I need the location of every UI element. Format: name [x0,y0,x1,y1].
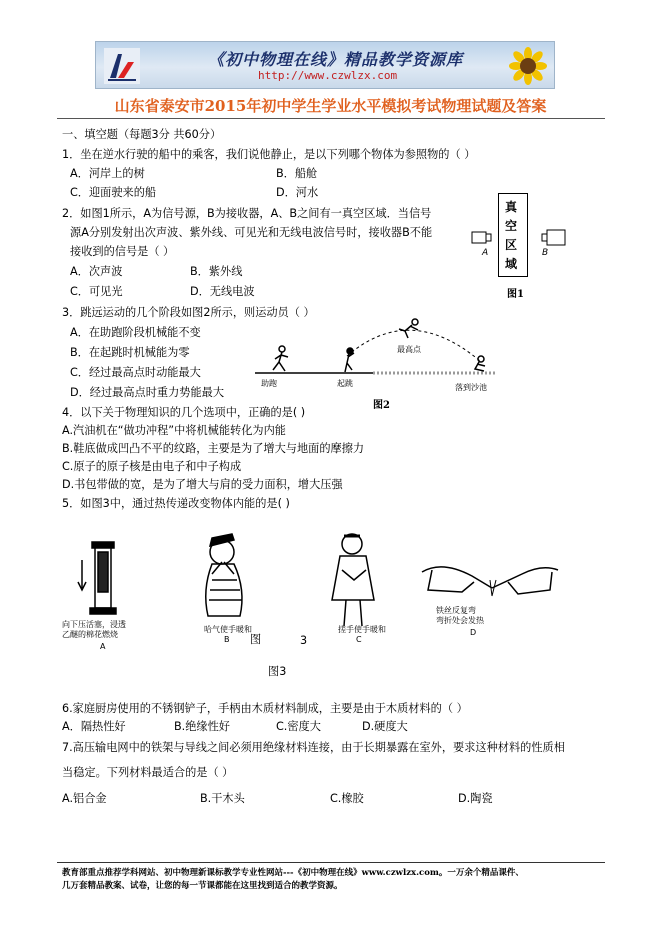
fig1-caption: 图1 [507,289,524,300]
signal-devices-drawing [462,226,582,266]
fig3-d-text-line2: 弯折处会发热 [436,616,484,625]
fig3-b-text: 哈气使手暖和 [204,625,252,634]
fig2-label-jump: 起跳 [337,379,353,388]
vacuum-region-label: 真空区域 [505,200,518,271]
q4-option-d: D.书包带做的宽，是为了增大与肩的受力面积，增大压强 [62,478,343,491]
q1-option-a: A．河岸上的树 [70,167,145,180]
fig3-d-letter: D [470,628,477,637]
fig3-d-text-line1: 铁丝反复弯 [436,606,476,615]
q1-option-c: C．迎面驶来的船 [70,186,157,199]
fig1-label-a: A [482,248,489,258]
footer-line2: 几万套精品教案、试卷，让您的每一节课都能在这里找到适合的教学资源。 [62,881,343,891]
footer-line1: 教育部重点推荐学科网站、初中物理新课标教学专业性网站---《初中物理在线》www.czwlzx.com。一万余个精品课件、 [62,868,524,878]
q3-stem: 3．跳远运动的几个阶段如图2所示，则运动员（ ） [62,306,315,319]
q6-option-d: D.硬度大 [362,720,408,733]
fig2-label-top: 最高点 [397,345,421,354]
fig3-c-letter: C [356,635,362,644]
fig2-label-run: 助跑 [261,379,277,388]
q2-option-b: B．紫外线 [190,265,243,278]
figure-3-drawings [62,530,562,640]
q2-option-a: A．次声波 [70,265,123,278]
q1-stem: 1．坐在逆水行驶的船中的乘客，我们说他静止，是以下列哪个物体为参照物的（ ） [62,148,476,161]
q3-option-a: A．在助跑阶段机械能不变 [70,326,201,339]
q3-option-c: C．经过最高点时动能最大 [70,366,201,379]
q5-stem: 5．如图3中，通过热传递改变物体内能的是( ) [62,497,290,510]
fig2-label-land: 落到沙池 [455,383,487,392]
sunflower-icon [508,46,548,86]
site-logo-icon [104,48,140,84]
q3-option-d: D．经过最高点时重力势能最大 [70,386,225,399]
fig3-d-text [436,606,484,626]
fig3-a-text-line1: 向下压活塞，浸透 [62,620,126,629]
figure-2 [255,316,505,411]
fig1-label-b: B [542,248,549,258]
q4-option-b: B.鞋底做成凹凸不平的纹路，主要是为了增大与地面的摩擦力 [62,442,365,455]
banner-title: 《初中物理在线》精品教学资源库 [208,50,464,69]
banner-url[interactable]: http://www.czwlzx.com [258,69,398,82]
q4-stem: 4．以下关于物理知识的几个选项中，正确的是( ) [62,406,306,419]
q3-option-b: B．在起跳时机械能为零 [70,346,190,359]
fig3-inline-caption: 图 [250,633,262,646]
fig3-inline-num: 3 [300,634,308,647]
fig3-a-letter: A [100,642,106,651]
q2-stem-line1: 2．如图1所示，A为信号源，B为接收器，A、B之间有一真空区域．当信号 [62,207,432,220]
fig2-caption: 图2 [373,400,390,411]
fig3-caption: 图3 [268,665,287,678]
fig3-a-text [62,620,126,640]
q7-stem-line2: 当稳定。下列材料最适合的是（ ） [62,766,234,779]
footer-divider [57,862,605,863]
fig3-b-letter: B [224,635,230,644]
fig3-a-text-line2: 乙醚的棉花燃烧 [62,630,118,639]
q6-option-c: C.密度大 [276,720,321,733]
q2-stem-line2: 源A分别发射出次声波、紫外线、可见光和无线电波信号时，接收器B不能 [70,226,433,239]
q1-option-d: D．河水 [276,186,319,199]
q6-option-b: B.绝缘性好 [174,720,230,733]
document-title: 山东省泰安市2015年初中学生学业水平模拟考试物理试题及答案 [114,97,547,115]
q2-option-d: D．无线电波 [190,285,255,298]
q7-option-d: D.陶瓷 [458,792,493,805]
q7-option-c: C.橡胶 [330,792,364,805]
figure-3 [62,530,562,680]
q7-stem-line1: 7.高压输电网中的铁架与导线之间必须用绝缘材料连接，由于长期暴露在室外，要求这种材料的性质相 [62,741,565,754]
section-heading: 一、填空题（每题3分 共60分） [62,128,222,141]
fig3-c-text: 搓手使手暖和 [338,625,386,634]
figure-1 [462,188,582,300]
q6-stem: 6.家庭厨房使用的不锈钢铲子，手柄由木质材料制成，主要是由于木质材料的（ ） [62,702,468,715]
q4-option-c: C.原子的原子核是由电子和中子构成 [62,460,242,473]
q6-option-a: A．隔热性好 [62,720,126,733]
header-banner [95,41,555,89]
q2-option-c: C．可见光 [70,285,123,298]
q1-option-b: B．船舱 [276,167,318,180]
title-divider [57,118,605,119]
q7-option-b: B.干木头 [200,792,245,805]
q4-option-a: A.汽油机在“做功冲程”中将机械能转化为内能 [62,424,286,437]
q7-option-a: A.铝合金 [62,792,107,805]
q2-stem-line3: 接收到的信号是（ ） [70,245,175,258]
